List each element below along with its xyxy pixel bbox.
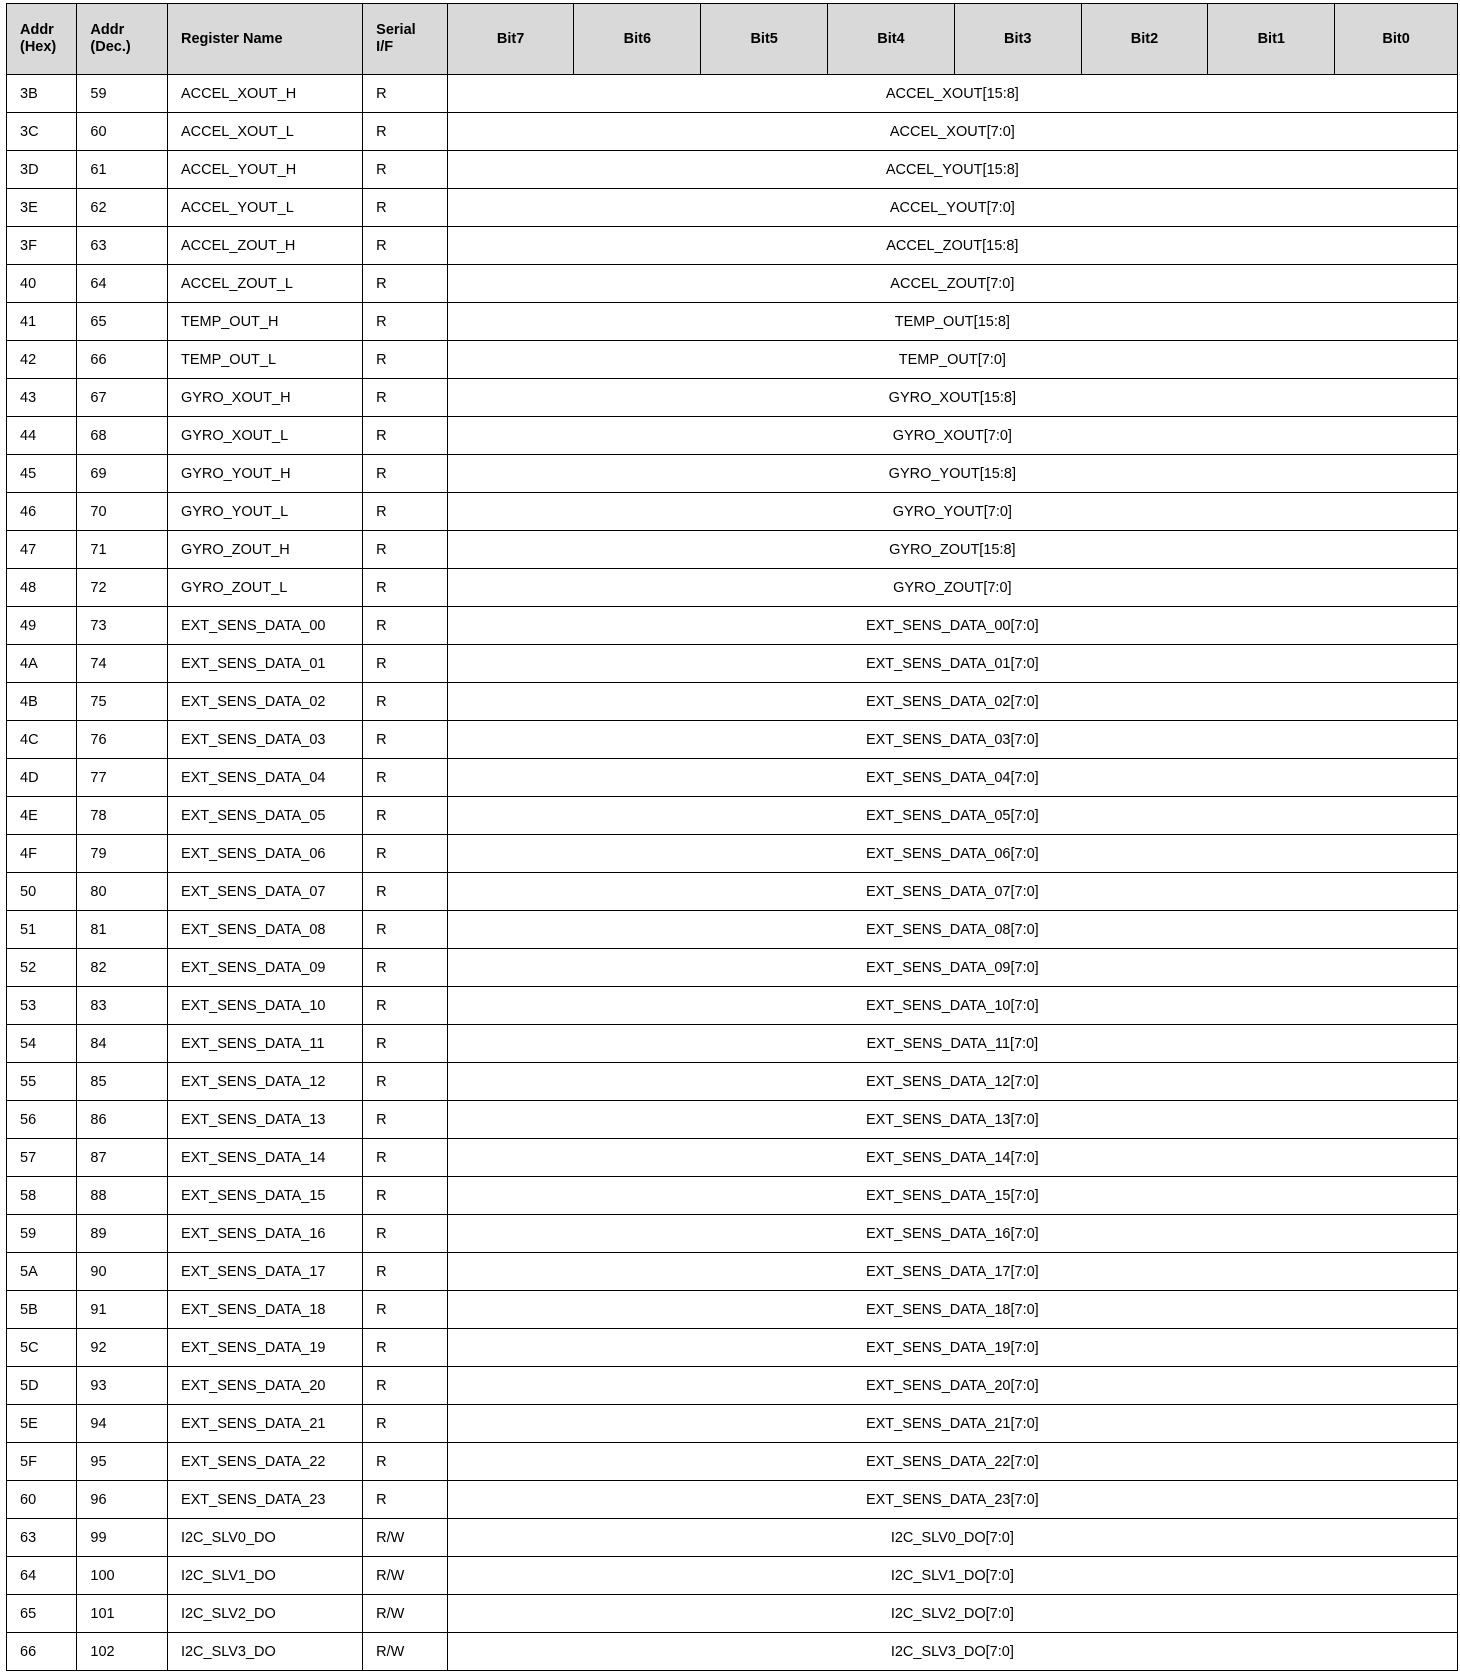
- header-addr-dec-line2: (Dec.): [90, 39, 131, 55]
- table-row: [7, 835, 1458, 873]
- register-name-cell: EXT_SENS_DATA_06: [167, 835, 362, 873]
- addr-dec-cell: 71: [77, 531, 168, 569]
- addr-hex-cell: 55: [7, 1063, 77, 1101]
- register-name-cell: EXT_SENS_DATA_23: [167, 1481, 362, 1519]
- addr-hex-cell: 50: [7, 873, 77, 911]
- header-bit0: Bit0: [1335, 4, 1458, 75]
- serial-if-cell: R: [363, 227, 448, 265]
- bitfield-cell: ACCEL_YOUT[15:8]: [447, 151, 1457, 189]
- register-name-cell: TEMP_OUT_H: [167, 303, 362, 341]
- serial-if-cell: R: [363, 1291, 448, 1329]
- addr-dec-cell: 72: [77, 569, 168, 607]
- bitfield-cell: EXT_SENS_DATA_01[7:0]: [447, 645, 1457, 683]
- serial-if-cell: R/W: [363, 1557, 448, 1595]
- addr-hex-cell: 5C: [7, 1329, 77, 1367]
- bitfield-cell: GYRO_XOUT[7:0]: [447, 417, 1457, 455]
- table-row: [7, 1595, 1458, 1633]
- addr-dec-cell: 60: [77, 113, 168, 151]
- bitfield-cell: TEMP_OUT[15:8]: [447, 303, 1457, 341]
- addr-hex-cell: 46: [7, 493, 77, 531]
- header-bit3: Bit3: [954, 4, 1081, 75]
- addr-hex-cell: 57: [7, 1139, 77, 1177]
- serial-if-cell: R: [363, 1253, 448, 1291]
- serial-if-cell: R: [363, 569, 448, 607]
- serial-if-cell: R: [363, 493, 448, 531]
- register-name-cell: EXT_SENS_DATA_12: [167, 1063, 362, 1101]
- header-bit2: Bit2: [1081, 4, 1208, 75]
- addr-dec-cell: 61: [77, 151, 168, 189]
- addr-dec-cell: 93: [77, 1367, 168, 1405]
- register-name-cell: EXT_SENS_DATA_04: [167, 759, 362, 797]
- table-row: [7, 265, 1458, 303]
- addr-hex-cell: 53: [7, 987, 77, 1025]
- register-name-cell: ACCEL_XOUT_L: [167, 113, 362, 151]
- bitfield-cell: EXT_SENS_DATA_00[7:0]: [447, 607, 1457, 645]
- header-serial-if-line2: I/F: [376, 39, 394, 55]
- serial-if-cell: R: [363, 835, 448, 873]
- addr-dec-cell: 102: [77, 1633, 168, 1671]
- addr-dec-cell: 96: [77, 1481, 168, 1519]
- addr-hex-cell: 5D: [7, 1367, 77, 1405]
- table-row: [7, 113, 1458, 151]
- serial-if-cell: R: [363, 1101, 448, 1139]
- register-name-cell: ACCEL_ZOUT_L: [167, 265, 362, 303]
- table-row: [7, 949, 1458, 987]
- addr-hex-cell: 58: [7, 1177, 77, 1215]
- register-name-cell: I2C_SLV0_DO: [167, 1519, 362, 1557]
- bitfield-cell: I2C_SLV2_DO[7:0]: [447, 1595, 1457, 1633]
- addr-hex-cell: 4A: [7, 645, 77, 683]
- bitfield-cell: EXT_SENS_DATA_11[7:0]: [447, 1025, 1457, 1063]
- addr-hex-cell: 66: [7, 1633, 77, 1671]
- addr-hex-cell: 64: [7, 1557, 77, 1595]
- register-name-cell: ACCEL_YOUT_L: [167, 189, 362, 227]
- addr-hex-cell: 3B: [7, 75, 77, 113]
- header-bit6: Bit6: [574, 4, 701, 75]
- addr-hex-cell: 40: [7, 265, 77, 303]
- register-name-cell: I2C_SLV3_DO: [167, 1633, 362, 1671]
- table-row: [7, 531, 1458, 569]
- register-name-cell: I2C_SLV1_DO: [167, 1557, 362, 1595]
- addr-hex-cell: 5A: [7, 1253, 77, 1291]
- register-name-cell: GYRO_ZOUT_L: [167, 569, 362, 607]
- bitfield-cell: ACCEL_XOUT[7:0]: [447, 113, 1457, 151]
- table-row: [7, 1215, 1458, 1253]
- table-row: [7, 607, 1458, 645]
- addr-dec-cell: 95: [77, 1443, 168, 1481]
- addr-hex-cell: 41: [7, 303, 77, 341]
- serial-if-cell: R: [363, 721, 448, 759]
- addr-dec-cell: 87: [77, 1139, 168, 1177]
- bitfield-cell: I2C_SLV3_DO[7:0]: [447, 1633, 1457, 1671]
- serial-if-cell: R: [363, 1025, 448, 1063]
- serial-if-cell: R: [363, 1177, 448, 1215]
- addr-dec-cell: 73: [77, 607, 168, 645]
- register-name-cell: EXT_SENS_DATA_11: [167, 1025, 362, 1063]
- table-row: [7, 1253, 1458, 1291]
- register-name-cell: GYRO_YOUT_H: [167, 455, 362, 493]
- serial-if-cell: R: [363, 949, 448, 987]
- register-name-cell: GYRO_XOUT_H: [167, 379, 362, 417]
- serial-if-cell: R: [363, 531, 448, 569]
- table-row: [7, 1519, 1458, 1557]
- addr-dec-cell: 101: [77, 1595, 168, 1633]
- bitfield-cell: EXT_SENS_DATA_04[7:0]: [447, 759, 1457, 797]
- register-name-cell: EXT_SENS_DATA_22: [167, 1443, 362, 1481]
- table-row: [7, 987, 1458, 1025]
- header-addr-hex-line1: Addr: [20, 22, 54, 38]
- bitfield-cell: EXT_SENS_DATA_12[7:0]: [447, 1063, 1457, 1101]
- serial-if-cell: R: [363, 113, 448, 151]
- addr-hex-cell: 4D: [7, 759, 77, 797]
- bitfield-cell: EXT_SENS_DATA_20[7:0]: [447, 1367, 1457, 1405]
- addr-dec-cell: 79: [77, 835, 168, 873]
- serial-if-cell: R: [363, 417, 448, 455]
- bitfield-cell: EXT_SENS_DATA_07[7:0]: [447, 873, 1457, 911]
- addr-hex-cell: 4C: [7, 721, 77, 759]
- serial-if-cell: R: [363, 645, 448, 683]
- addr-dec-cell: 88: [77, 1177, 168, 1215]
- bitfield-cell: EXT_SENS_DATA_21[7:0]: [447, 1405, 1457, 1443]
- table-row: [7, 645, 1458, 683]
- register-name-cell: EXT_SENS_DATA_18: [167, 1291, 362, 1329]
- serial-if-cell: R: [363, 873, 448, 911]
- addr-dec-cell: 70: [77, 493, 168, 531]
- serial-if-cell: R: [363, 75, 448, 113]
- addr-hex-cell: 4B: [7, 683, 77, 721]
- register-name-cell: GYRO_XOUT_L: [167, 417, 362, 455]
- addr-hex-cell: 48: [7, 569, 77, 607]
- addr-hex-cell: 54: [7, 1025, 77, 1063]
- bitfield-cell: GYRO_XOUT[15:8]: [447, 379, 1457, 417]
- serial-if-cell: R: [363, 379, 448, 417]
- header-bit5: Bit5: [701, 4, 828, 75]
- serial-if-cell: R: [363, 1481, 448, 1519]
- addr-dec-cell: 86: [77, 1101, 168, 1139]
- addr-dec-cell: 90: [77, 1253, 168, 1291]
- addr-hex-cell: 56: [7, 1101, 77, 1139]
- bitfield-cell: EXT_SENS_DATA_03[7:0]: [447, 721, 1457, 759]
- serial-if-cell: R: [363, 1329, 448, 1367]
- table-row: [7, 189, 1458, 227]
- table-row: [7, 569, 1458, 607]
- bitfield-cell: EXT_SENS_DATA_10[7:0]: [447, 987, 1457, 1025]
- addr-dec-cell: 99: [77, 1519, 168, 1557]
- table-row: [7, 1481, 1458, 1519]
- register-name-cell: EXT_SENS_DATA_10: [167, 987, 362, 1025]
- serial-if-cell: R: [363, 189, 448, 227]
- bitfield-cell: EXT_SENS_DATA_09[7:0]: [447, 949, 1457, 987]
- addr-dec-cell: 75: [77, 683, 168, 721]
- table-row: [7, 1557, 1458, 1595]
- addr-dec-cell: 83: [77, 987, 168, 1025]
- serial-if-cell: R: [363, 1215, 448, 1253]
- bitfield-cell: GYRO_ZOUT[15:8]: [447, 531, 1457, 569]
- addr-dec-cell: 85: [77, 1063, 168, 1101]
- addr-dec-cell: 66: [77, 341, 168, 379]
- addr-dec-cell: 91: [77, 1291, 168, 1329]
- bitfield-cell: EXT_SENS_DATA_14[7:0]: [447, 1139, 1457, 1177]
- bitfield-cell: EXT_SENS_DATA_05[7:0]: [447, 797, 1457, 835]
- addr-hex-cell: 44: [7, 417, 77, 455]
- addr-hex-cell: 4F: [7, 835, 77, 873]
- register-name-cell: EXT_SENS_DATA_19: [167, 1329, 362, 1367]
- bitfield-cell: EXT_SENS_DATA_18[7:0]: [447, 1291, 1457, 1329]
- table-row: [7, 1367, 1458, 1405]
- register-name-cell: EXT_SENS_DATA_02: [167, 683, 362, 721]
- addr-hex-cell: 45: [7, 455, 77, 493]
- table-row: [7, 227, 1458, 265]
- serial-if-cell: R: [363, 1443, 448, 1481]
- register-name-cell: EXT_SENS_DATA_16: [167, 1215, 362, 1253]
- addr-hex-cell: 65: [7, 1595, 77, 1633]
- table-row: [7, 379, 1458, 417]
- register-name-cell: EXT_SENS_DATA_15: [167, 1177, 362, 1215]
- addr-dec-cell: 84: [77, 1025, 168, 1063]
- addr-dec-cell: 64: [77, 265, 168, 303]
- table-row: [7, 303, 1458, 341]
- register-name-cell: TEMP_OUT_L: [167, 341, 362, 379]
- addr-dec-cell: 69: [77, 455, 168, 493]
- register-name-cell: ACCEL_ZOUT_H: [167, 227, 362, 265]
- serial-if-cell: R: [363, 607, 448, 645]
- bitfield-cell: EXT_SENS_DATA_13[7:0]: [447, 1101, 1457, 1139]
- addr-dec-cell: 65: [77, 303, 168, 341]
- bitfield-cell: EXT_SENS_DATA_02[7:0]: [447, 683, 1457, 721]
- addr-hex-cell: 5B: [7, 1291, 77, 1329]
- addr-dec-cell: 77: [77, 759, 168, 797]
- addr-hex-cell: 3D: [7, 151, 77, 189]
- addr-dec-cell: 62: [77, 189, 168, 227]
- serial-if-cell: R: [363, 1139, 448, 1177]
- register-name-cell: GYRO_ZOUT_H: [167, 531, 362, 569]
- addr-hex-cell: 43: [7, 379, 77, 417]
- bitfield-cell: EXT_SENS_DATA_22[7:0]: [447, 1443, 1457, 1481]
- table-row: [7, 911, 1458, 949]
- serial-if-cell: R: [363, 1405, 448, 1443]
- table-row: [7, 455, 1458, 493]
- bitfield-cell: EXT_SENS_DATA_06[7:0]: [447, 835, 1457, 873]
- serial-if-cell: R: [363, 797, 448, 835]
- addr-hex-cell: 60: [7, 1481, 77, 1519]
- bitfield-cell: EXT_SENS_DATA_08[7:0]: [447, 911, 1457, 949]
- bitfield-cell: ACCEL_ZOUT[15:8]: [447, 227, 1457, 265]
- addr-hex-cell: 3C: [7, 113, 77, 151]
- header-addr-hex: [7, 4, 77, 75]
- register-name-cell: EXT_SENS_DATA_07: [167, 873, 362, 911]
- bitfield-cell: I2C_SLV0_DO[7:0]: [447, 1519, 1457, 1557]
- register-name-cell: EXT_SENS_DATA_00: [167, 607, 362, 645]
- table-row: [7, 683, 1458, 721]
- serial-if-cell: R: [363, 987, 448, 1025]
- bitfield-cell: ACCEL_ZOUT[7:0]: [447, 265, 1457, 303]
- bitfield-cell: GYRO_YOUT[15:8]: [447, 455, 1457, 493]
- bitfield-cell: GYRO_ZOUT[7:0]: [447, 569, 1457, 607]
- serial-if-cell: R: [363, 911, 448, 949]
- register-name-cell: EXT_SENS_DATA_03: [167, 721, 362, 759]
- header-addr-hex-line2: (Hex): [20, 39, 57, 55]
- register-name-cell: EXT_SENS_DATA_08: [167, 911, 362, 949]
- table-row: [7, 873, 1458, 911]
- table-row: [7, 151, 1458, 189]
- register-name-cell: EXT_SENS_DATA_14: [167, 1139, 362, 1177]
- serial-if-cell: R: [363, 1063, 448, 1101]
- addr-hex-cell: 5F: [7, 1443, 77, 1481]
- addr-hex-cell: 4E: [7, 797, 77, 835]
- register-name-cell: ACCEL_XOUT_H: [167, 75, 362, 113]
- register-map-table: [6, 3, 1458, 1671]
- table-row: [7, 721, 1458, 759]
- table-row: [7, 1177, 1458, 1215]
- addr-dec-cell: 100: [77, 1557, 168, 1595]
- header-row: [7, 4, 1458, 75]
- register-name-cell: EXT_SENS_DATA_05: [167, 797, 362, 835]
- register-name-cell: EXT_SENS_DATA_20: [167, 1367, 362, 1405]
- addr-dec-cell: 76: [77, 721, 168, 759]
- bitfield-cell: EXT_SENS_DATA_15[7:0]: [447, 1177, 1457, 1215]
- table-row: [7, 493, 1458, 531]
- addr-dec-cell: 89: [77, 1215, 168, 1253]
- bitfield-cell: EXT_SENS_DATA_23[7:0]: [447, 1481, 1457, 1519]
- register-name-cell: EXT_SENS_DATA_21: [167, 1405, 362, 1443]
- addr-dec-cell: 68: [77, 417, 168, 455]
- addr-dec-cell: 59: [77, 75, 168, 113]
- serial-if-cell: R/W: [363, 1519, 448, 1557]
- bitfield-cell: I2C_SLV1_DO[7:0]: [447, 1557, 1457, 1595]
- serial-if-cell: R: [363, 1367, 448, 1405]
- bitfield-cell: GYRO_YOUT[7:0]: [447, 493, 1457, 531]
- register-name-cell: EXT_SENS_DATA_17: [167, 1253, 362, 1291]
- addr-hex-cell: 51: [7, 911, 77, 949]
- register-name-cell: EXT_SENS_DATA_01: [167, 645, 362, 683]
- serial-if-cell: R: [363, 265, 448, 303]
- serial-if-cell: R: [363, 341, 448, 379]
- serial-if-cell: R: [363, 683, 448, 721]
- addr-dec-cell: 81: [77, 911, 168, 949]
- bitfield-cell: ACCEL_XOUT[15:8]: [447, 75, 1457, 113]
- table-row: [7, 417, 1458, 455]
- bitfield-cell: EXT_SENS_DATA_16[7:0]: [447, 1215, 1457, 1253]
- addr-dec-cell: 78: [77, 797, 168, 835]
- table-row: [7, 759, 1458, 797]
- serial-if-cell: R: [363, 151, 448, 189]
- table-row: [7, 341, 1458, 379]
- header-bit4: Bit4: [828, 4, 955, 75]
- table-row: [7, 797, 1458, 835]
- register-name-cell: EXT_SENS_DATA_09: [167, 949, 362, 987]
- bitfield-cell: EXT_SENS_DATA_17[7:0]: [447, 1253, 1457, 1291]
- addr-hex-cell: 63: [7, 1519, 77, 1557]
- header-addr-dec-line1: Addr: [90, 22, 125, 38]
- serial-if-cell: R: [363, 759, 448, 797]
- addr-dec-cell: 74: [77, 645, 168, 683]
- table-row: [7, 75, 1458, 113]
- table-row: [7, 1291, 1458, 1329]
- addr-dec-cell: 80: [77, 873, 168, 911]
- register-name-cell: I2C_SLV2_DO: [167, 1595, 362, 1633]
- header-addr-dec: [77, 4, 168, 75]
- addr-hex-cell: 3F: [7, 227, 77, 265]
- register-name-cell: ACCEL_YOUT_H: [167, 151, 362, 189]
- addr-hex-cell: 5E: [7, 1405, 77, 1443]
- addr-hex-cell: 49: [7, 607, 77, 645]
- addr-dec-cell: 82: [77, 949, 168, 987]
- bitfield-cell: EXT_SENS_DATA_19[7:0]: [447, 1329, 1457, 1367]
- table-row: [7, 1139, 1458, 1177]
- serial-if-cell: R/W: [363, 1595, 448, 1633]
- addr-dec-cell: 92: [77, 1329, 168, 1367]
- table-row: [7, 1101, 1458, 1139]
- table-row: [7, 1329, 1458, 1367]
- serial-if-cell: R: [363, 455, 448, 493]
- serial-if-cell: R/W: [363, 1633, 448, 1671]
- table-row: [7, 1633, 1458, 1671]
- addr-hex-cell: 42: [7, 341, 77, 379]
- header-serial-if-line1: Serial: [376, 22, 416, 38]
- header-serial-if: [363, 4, 448, 75]
- register-name-cell: EXT_SENS_DATA_13: [167, 1101, 362, 1139]
- bitfield-cell: ACCEL_YOUT[7:0]: [447, 189, 1457, 227]
- addr-hex-cell: 47: [7, 531, 77, 569]
- register-name-cell: GYRO_YOUT_L: [167, 493, 362, 531]
- header-register-name: Register Name: [167, 4, 362, 75]
- addr-hex-cell: 52: [7, 949, 77, 987]
- addr-dec-cell: 67: [77, 379, 168, 417]
- table-row: [7, 1443, 1458, 1481]
- header-bit7: Bit7: [447, 4, 574, 75]
- addr-dec-cell: 63: [77, 227, 168, 265]
- table-row: [7, 1025, 1458, 1063]
- addr-dec-cell: 94: [77, 1405, 168, 1443]
- bitfield-cell: TEMP_OUT[7:0]: [447, 341, 1457, 379]
- header-bit1: Bit1: [1208, 4, 1335, 75]
- table-row: [7, 1063, 1458, 1101]
- addr-hex-cell: 3E: [7, 189, 77, 227]
- register-rows: [7, 75, 1458, 1671]
- table-row: [7, 1405, 1458, 1443]
- serial-if-cell: R: [363, 303, 448, 341]
- addr-hex-cell: 59: [7, 1215, 77, 1253]
